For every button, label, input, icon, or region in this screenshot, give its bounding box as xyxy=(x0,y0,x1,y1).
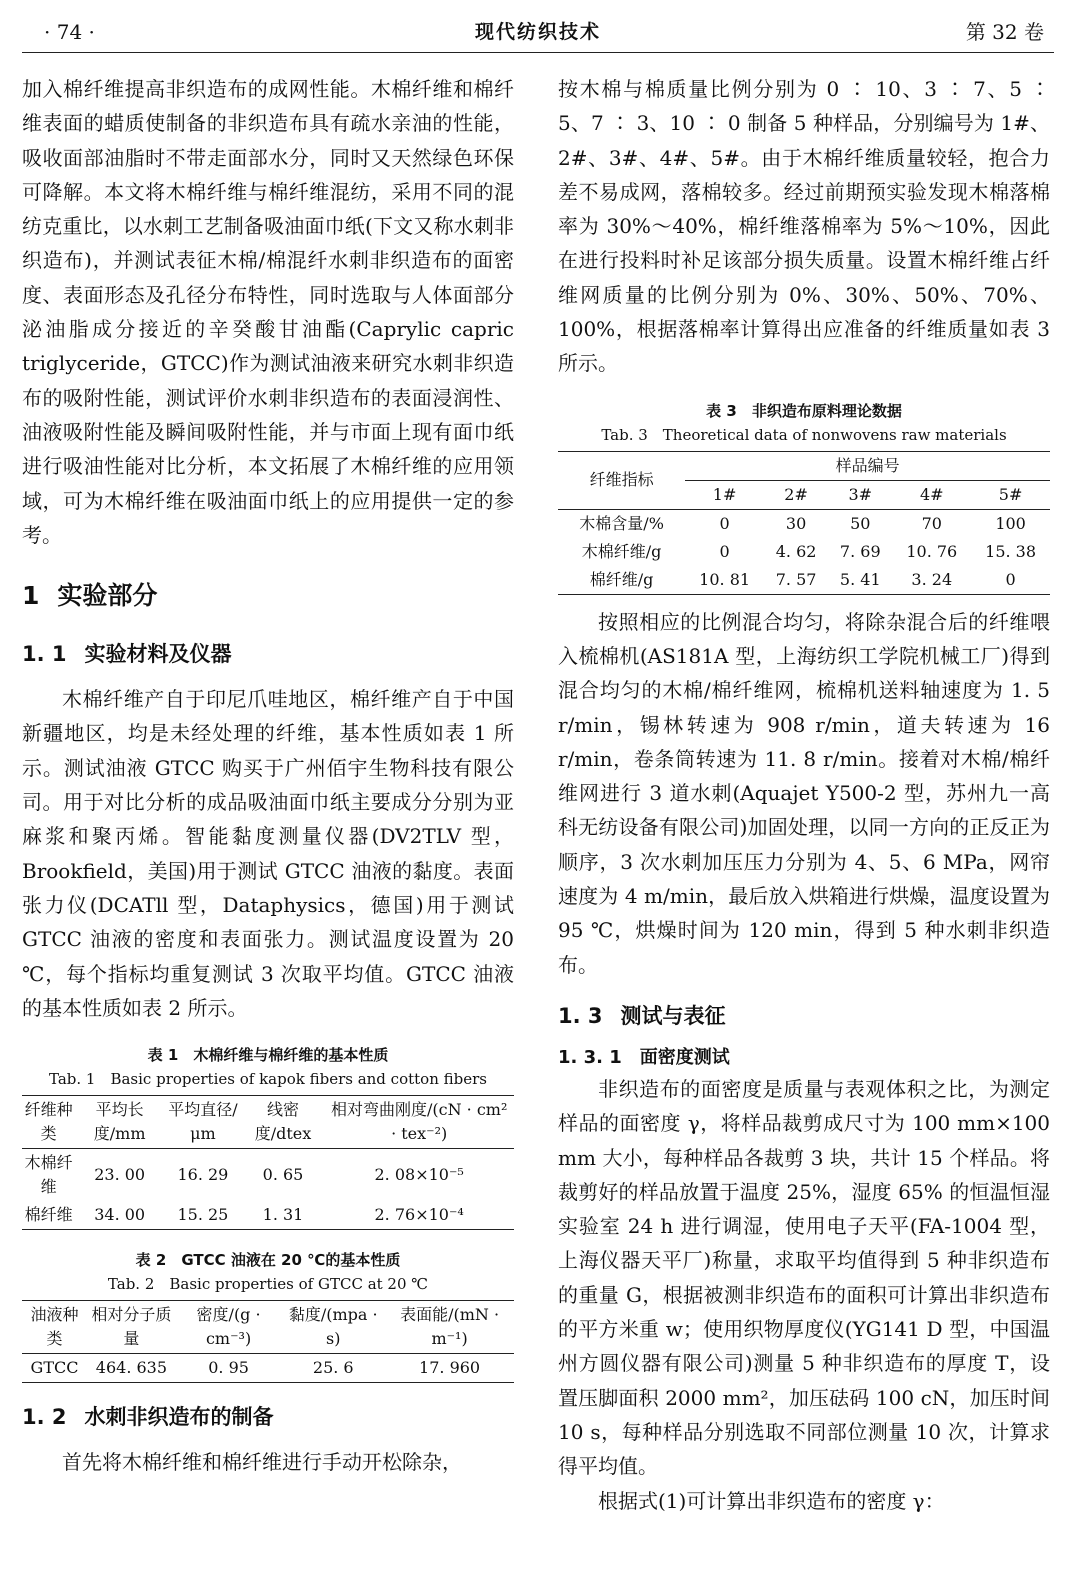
table-header: 4# xyxy=(892,480,971,509)
section-title: 面密度测试 xyxy=(639,1046,730,1068)
table-cell: 4. 62 xyxy=(775,541,817,561)
table-header: 油液种类 xyxy=(22,1301,87,1354)
table-header: 平均长度/mm xyxy=(75,1096,164,1149)
table-header: 密度/(g · cm⁻³) xyxy=(176,1301,282,1354)
section-title: 实验部分 xyxy=(57,581,158,611)
table-header: 3# xyxy=(828,480,892,509)
table-cell: 0. 95 xyxy=(208,1358,249,1378)
table-header: 相对弯曲刚度/(cN · cm² · tex⁻²) xyxy=(324,1096,514,1149)
table-cell: 0 xyxy=(1005,569,1016,589)
table2 xyxy=(22,1300,514,1383)
section-title: 实验材料及仪器 xyxy=(84,642,232,667)
section-1-3-heading xyxy=(558,1000,1050,1032)
ratio-paragraph: 按木棉与棉质量比例分别为 0 ∶ 10、3 ∶ 7、5 ∶ 5、7 ∶ 3、10 ∶ 0 制备 5 种样品，分别编号为 1#、2#、3#、4#、5#。由于木棉纤维质量较轻，抱合力差不易成网，落棉较多。经过前期预实验发现木棉落棉率为 30%～40%，棉纤维落棉率为 5%～10%，因此在进行投料时补足该部分损失质量。设置木棉纤维占纤维网质量的比例分别为 0%、30%、50%、70%、100%，根据落棉率计算得出应准备的纤维质量如表 3 所示。 xyxy=(558,77,1050,376)
table-cell: 50 xyxy=(850,513,871,533)
table-header-row xyxy=(22,1301,514,1354)
table-header-row xyxy=(22,1096,514,1149)
section-number: 1 xyxy=(22,581,40,611)
table-header: 平均直径/μm xyxy=(164,1096,242,1149)
table-group-header-row xyxy=(558,451,1050,480)
table-cell: 5. 41 xyxy=(839,569,881,589)
table-cell: 464. 635 xyxy=(95,1358,168,1378)
table-cell: 木棉纤维 xyxy=(24,1153,73,1197)
table2-caption-zh: 表 2 GTCC 油液在 20 ℃的基本性质 xyxy=(135,1251,401,1270)
table-cell: 70 xyxy=(921,513,942,533)
table1-caption-zh: 表 1 木棉纤维与棉纤维的基本性质 xyxy=(147,1046,389,1065)
materials-paragraph: 木棉纤维产自于印尼爪哇地区，棉纤维产自于中国新疆地区，均是未经处理的纤维，基本性质如表 1 所示。测试油液 GTCC 购买于广州佰宇生物科技有限公司。用于对比分析的成品吸油面巾纸主要成分分别为亚麻浆和聚丙烯。智能黏度测量仪器(DV2TLV 型，Brookfield，美国)用于测试 GTCC 油液的黏度。表面张力仪(DCATll 型，Dataphysics，德国)用于测试 GTCC 油液的密度和表面张力。测试温度设置为 20 ℃，每个指标均重复测试 3 次取平均值。GTCC 油液的基本性质如表 2 所示。 xyxy=(22,687,514,1020)
table-cell: 10. 76 xyxy=(906,541,958,561)
table-row-header: 纤维指标 xyxy=(558,451,685,509)
table-group-header: 样品编号 xyxy=(835,455,900,475)
table-header: 2# xyxy=(764,480,828,509)
section-number: 1. 1 xyxy=(22,642,67,667)
table-cell: 木棉纤维/g xyxy=(581,541,662,561)
table-cell: 2. 76×10⁻⁴ xyxy=(374,1205,464,1225)
table2-caption-en: Tab. 2 Basic properties of GTCC at 20 ℃ xyxy=(107,1275,429,1294)
table-header: 黏度/(mpa · s) xyxy=(281,1301,385,1354)
section-1-2-heading xyxy=(22,1401,514,1433)
table-cell: 2. 08×10⁻⁵ xyxy=(374,1165,464,1185)
table-cell: 30 xyxy=(785,513,807,533)
spacer xyxy=(558,595,1050,605)
left-column xyxy=(22,72,514,1479)
carding-paragraph: 按照相应的比例混合均匀，将除杂混合后的纤维喂入梳棉机(AS181A 型，上海纺织工学院机械工厂)得到混合均匀的木棉/棉纤维网，梳棉机送料轴速度为 1. 5 r/min，锡林转速为 908 r/min，道夫转速为 16 r/min，卷条筒转速为 11. 8 r/min。接着对木棉/棉纤维网进行 3 道水刺(Aquajet Y500-2 型，苏州九一高科无纺设备有限公司)加固处理，以同一方向的正反正为顺序，3 次水刺加压压力分别为 4、5、6 MPa，网帘速度为 4 m/min，最后放入烘箱进行烘燥，温度设置为 95 ℃，烘燥时间为 120 min，得到 5 种水刺非织造布。 xyxy=(558,609,1050,977)
table-cell: 15. 25 xyxy=(177,1205,229,1225)
section-title: 测试与表征 xyxy=(620,1003,726,1028)
density-paragraph: 非织造布的面密度是质量与表观体积之比，为测定样品的面密度 γ，将样品裁剪成尺寸为 100 mm×100 mm 大小，每种样品各裁剪 3 块，共计 15 个样品。将裁剪好的样品放置于温度 25%，湿度 65% 的恒温恒湿实验室 24 h 进行调湿，使用电子天平(FA-1004 型，上海仪器天平厂)称量，求取平均值得到 5 种非织造布的重量 G，根据被测非织造布的面积可计算出非织造布的平方米重 w；使用织物厚度仪(YG141 D 型，中国温州方圆仪器有限公司)测量 5 种非织造布的厚度 T，设置压脚面积 2000 mm²，加压砝码 100 cN，加压时间 10 s，每种样品分别选取不同部位测量 10 次，计算求得平均值。 xyxy=(558,1076,1050,1479)
table-cell: 1. 31 xyxy=(262,1205,304,1225)
table-row xyxy=(558,509,1050,538)
table-cell: 25. 6 xyxy=(312,1358,354,1378)
table-row xyxy=(558,538,1050,566)
section-number: 1. 3 xyxy=(558,1003,603,1028)
table-cell: 3. 24 xyxy=(911,569,953,589)
table-cell: 16. 29 xyxy=(177,1165,229,1185)
table-cell: 棉纤维 xyxy=(24,1205,73,1225)
table-cell: GTCC xyxy=(30,1358,79,1378)
table-cell: 木棉含量/% xyxy=(579,513,664,533)
journal-title: 现代纺织技术 xyxy=(474,21,601,43)
table3-caption-en: Tab. 3 Theoretical data of nonwovens raw materials xyxy=(601,425,1007,444)
table-header: 1# xyxy=(685,480,764,509)
volume-label: 第 32 卷 xyxy=(965,20,1044,44)
table-header: 5# xyxy=(971,480,1050,509)
formula-intro-paragraph: 根据式(1)可计算出非织造布的密度 γ： xyxy=(598,1488,945,1513)
table-header: 纤维种类 xyxy=(22,1096,75,1149)
table-cell: 17. 960 xyxy=(419,1358,481,1378)
table-header: 相对分子质量 xyxy=(87,1301,176,1354)
table-cell: 23. 00 xyxy=(94,1165,146,1185)
table3 xyxy=(558,451,1050,595)
table-row xyxy=(558,566,1050,595)
table-cell: 0. 65 xyxy=(262,1165,304,1185)
section-title: 水刺非织造布的制备 xyxy=(84,1405,274,1430)
intro-paragraph: 加入棉纤维提高非织造布的成网性能。木棉纤维和棉纤维表面的蜡质使制备的非织造布具有疏水亲油的性能，吸收面部油脂时不带走面部水分，同时又天然绿色环保可降解。本文将木棉纤维与棉纤维混纺，采用不同的混纺克重比，以水刺工艺制备吸油面巾纸(下文又称水刺非织造布)，并测试表征木棉/棉混纤水刺非织造布的面密度、表面形态及孔径分布特性，同时选取与人体面部分泌油脂成分接近的辛癸酸甘油酯(Caprylic capric triglyceride，GTCC)作为测试油液来研究水刺非织造布的吸附性能，测试评价水刺非织造布的表面浸润性、油液吸附性能及瞬间吸附性能，并与市面上现有面巾纸进行吸油性能对比分析，本文拓展了木棉纤维的应用领域，可为木棉纤维在吸油面巾纸上的应用提供一定的参考。 xyxy=(22,77,514,547)
table-cell: 15. 38 xyxy=(985,541,1037,561)
table-row xyxy=(22,1149,514,1202)
table-row xyxy=(22,1354,514,1383)
table-cell: 7. 69 xyxy=(839,541,881,561)
table-cell: 100 xyxy=(995,513,1026,533)
table-cell: 7. 57 xyxy=(775,569,817,589)
table-cell: 0 xyxy=(719,541,730,561)
table-header: 表面能/(mN · m⁻¹) xyxy=(385,1301,514,1354)
page-number: · 74 · xyxy=(44,20,95,44)
table-cell: 棉纤维/g xyxy=(589,569,654,589)
section-number: 1. 3. 1 xyxy=(558,1046,622,1068)
table-cell: 0 xyxy=(719,513,730,533)
section-1-3-1-heading xyxy=(558,1044,1050,1072)
table1-caption-en: Tab. 1 Basic properties of kapok fibers and cotton fibers xyxy=(49,1070,487,1089)
right-column xyxy=(558,72,1050,1518)
table3-caption-zh: 表 3 非织造布原料理论数据 xyxy=(706,401,902,420)
table-cell: 34. 00 xyxy=(94,1205,146,1225)
preparation-paragraph: 首先将木棉纤维和棉纤维进行手动开松除杂， xyxy=(62,1450,462,1475)
section-1-heading xyxy=(22,578,514,614)
section-number: 1. 2 xyxy=(22,1405,67,1430)
table-row xyxy=(22,1201,514,1230)
page-header xyxy=(22,12,1054,53)
table-header: 线密度/dtex xyxy=(242,1096,325,1149)
table-cell: 10. 81 xyxy=(699,569,751,589)
table1 xyxy=(22,1095,514,1230)
section-1-1-heading xyxy=(22,638,514,670)
